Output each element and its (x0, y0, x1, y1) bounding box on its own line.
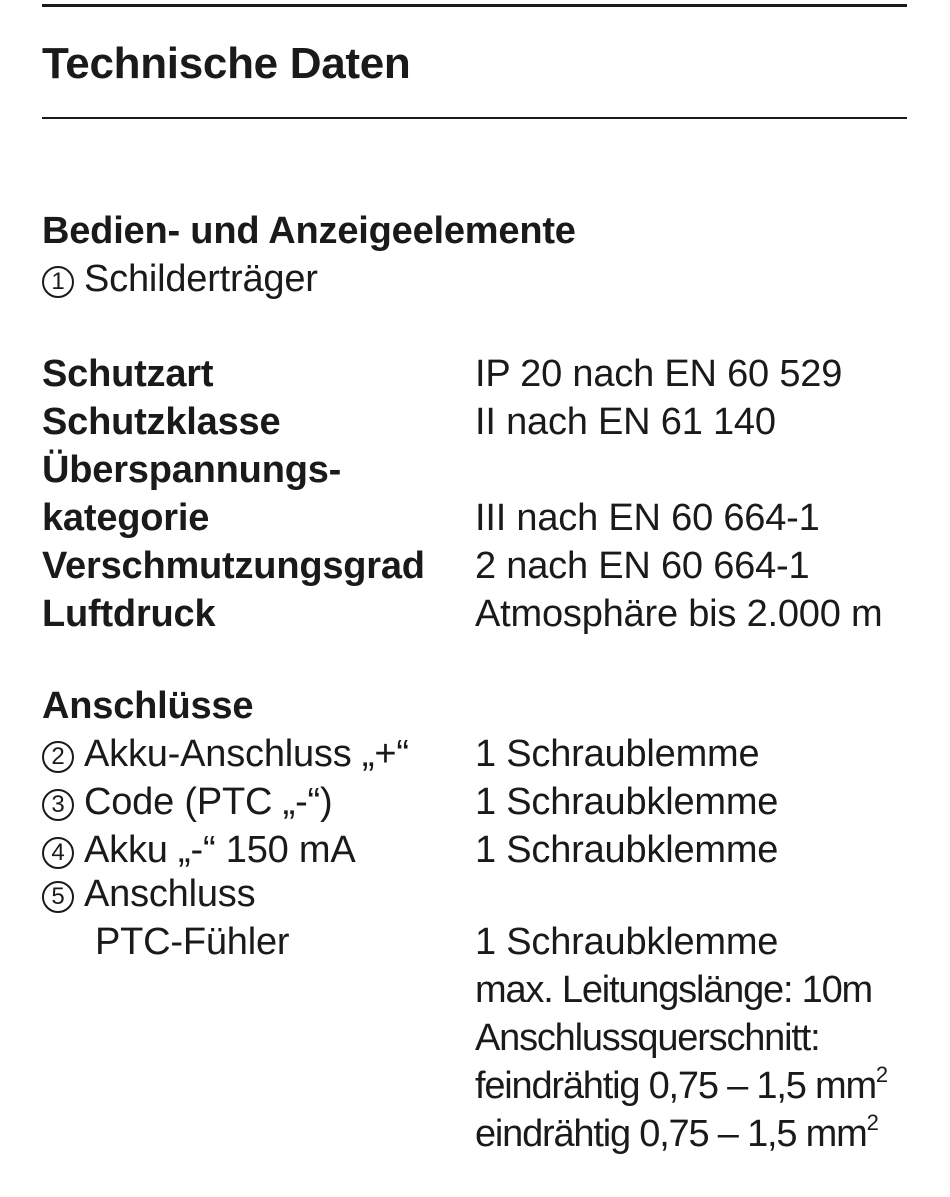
feindraehtig-superscript: 2 (875, 1062, 887, 1087)
bedien-item-1 (42, 255, 318, 303)
bedien-heading: Bedien- und Anzeigeelemente (42, 210, 576, 252)
anschluss-item-5-label: Anschluss (84, 873, 256, 915)
schutzart-label: Schutzart (42, 353, 214, 395)
anschluss-item-4-value: 1 Schraubklemme (475, 829, 779, 871)
anschluss-item-4 (42, 826, 356, 874)
circled-number-2: 2 (42, 741, 74, 773)
bedien-item-1-label: Schilderträger (84, 258, 318, 300)
anschluss-item-5 (42, 870, 255, 918)
luftdruck-label: Luftdruck (42, 593, 216, 635)
ueberspannung-label-line1: Überspannungs- (42, 449, 342, 491)
anschluesse-heading: Anschlüsse (42, 685, 254, 727)
feindraehtig-text: feindrähtig 0,75 – 1,5 mm (475, 1065, 876, 1107)
schutzklasse-value: II nach EN 61 140 (475, 401, 776, 443)
schutzart-value: IP 20 nach EN 60 529 (475, 353, 843, 395)
anschluss-item-2-value: 1 Schraublemme (475, 733, 760, 775)
anschluss-item-3-label: Code (PTC „-“) (84, 781, 333, 823)
ueberspannung-value: III nach EN 60 664-1 (475, 497, 820, 539)
page-title: Technische Daten (42, 39, 411, 88)
schutzklasse-label: Schutzklasse (42, 401, 281, 443)
anschluss-item-4-label: Akku „-“ 150 mA (84, 829, 356, 871)
circled-number-4: 4 (42, 837, 74, 869)
anschluss-item-2 (42, 730, 409, 778)
eindraehtig-text: eindrähtig 0,75 – 1,5 mm (475, 1113, 867, 1155)
verschmutzung-value: 2 nach EN 60 664-1 (475, 545, 810, 587)
top-rule (42, 4, 907, 7)
verschmutzung-label: Verschmutzungsgrad (42, 545, 425, 587)
anschluss-item-3-value: 1 Schraubklemme (475, 781, 779, 823)
circled-number-1: 1 (42, 266, 74, 298)
ueberspannung-label-line2: kategorie (42, 497, 210, 539)
eindraehtig-line (475, 1110, 878, 1158)
circled-number-3: 3 (42, 789, 74, 821)
luftdruck-value: Atmosphäre bis 2.000 m (475, 593, 883, 635)
eindraehtig-superscript: 2 (866, 1110, 878, 1135)
circled-number-5: 5 (42, 881, 74, 913)
feindraehtig-line (475, 1062, 887, 1110)
anschluss-item-2-label: Akku-Anschluss „+“ (84, 733, 409, 775)
anschluss-item-5-value: 1 Schraubklemme (475, 921, 779, 963)
anschluss-item-3 (42, 778, 332, 826)
title-divider (42, 117, 907, 119)
leitungslaenge-text: max. Leitungslänge: 10m (475, 969, 872, 1011)
querschnitt-label: Anschlussquerschnitt: (475, 1017, 820, 1059)
anschluss-item-5-label-line2: PTC-Fühler (95, 921, 290, 963)
